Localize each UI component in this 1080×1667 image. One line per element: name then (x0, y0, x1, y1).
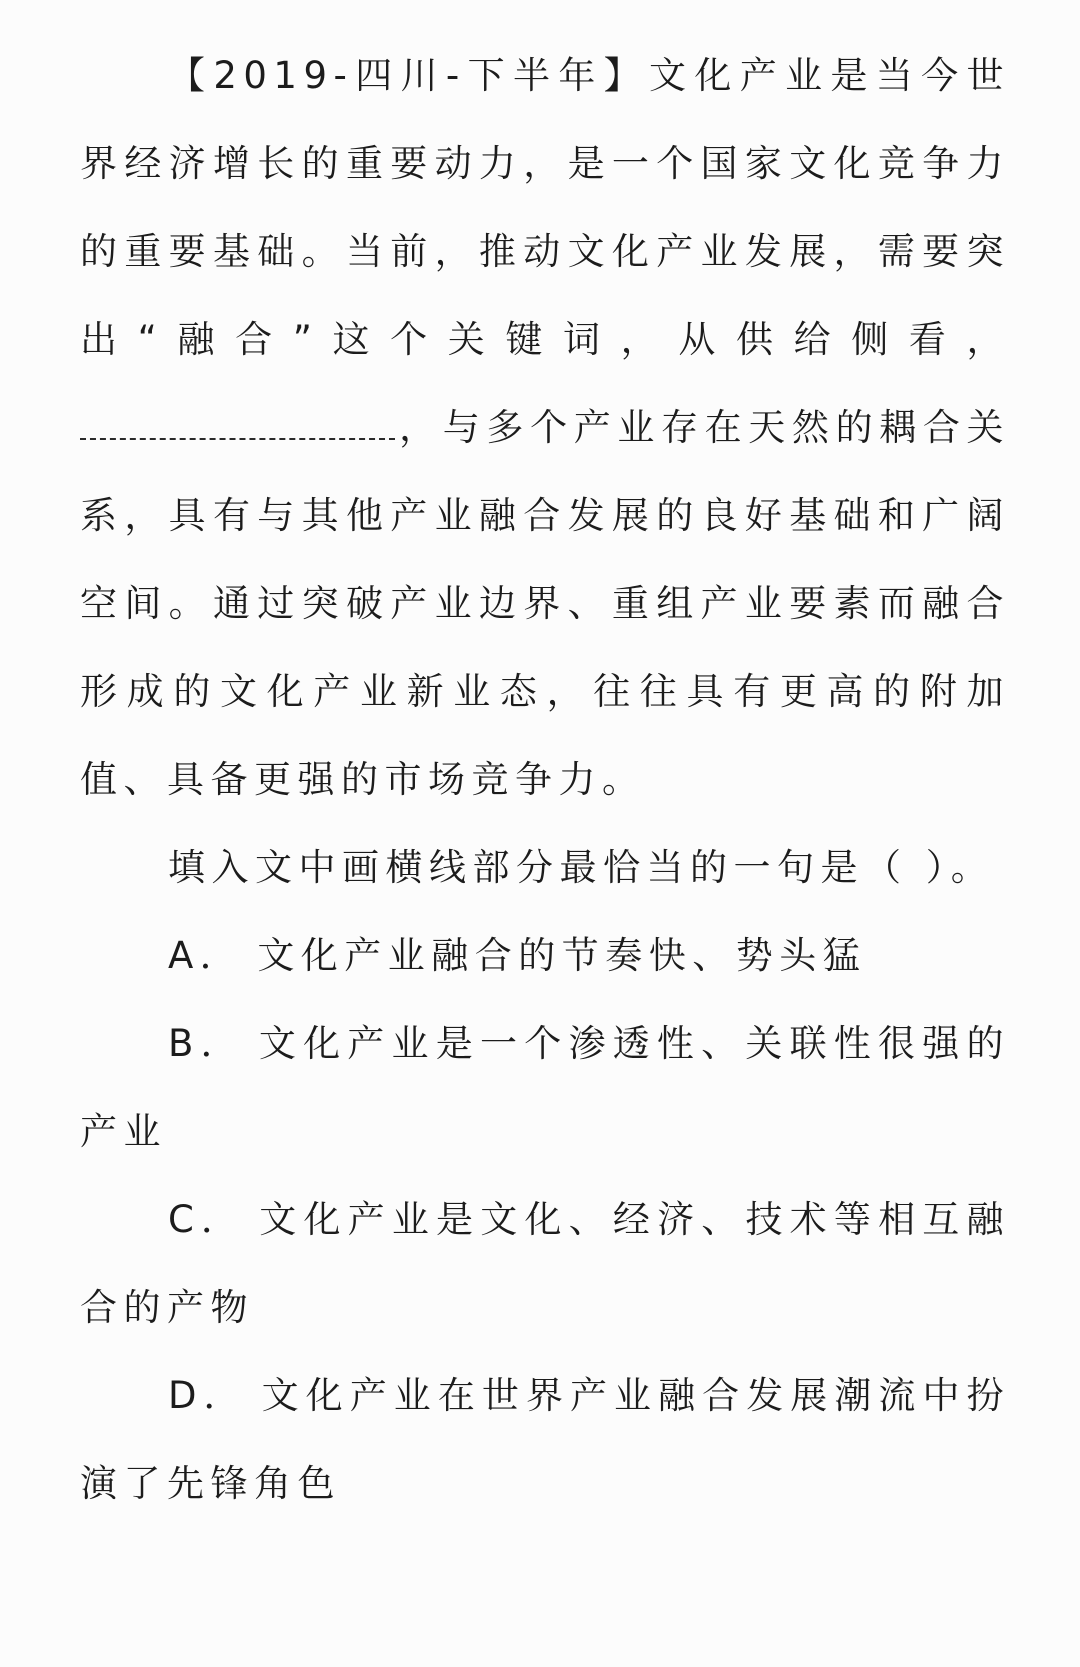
option-b-letter: B． (168, 1022, 245, 1065)
fill-in-blank-line (80, 410, 395, 440)
passage-text-after-blank: ，与多个产业存在天然的耦合关系，具有与其他产业融合发展的良好基础和广阔空间。通过突破产业边界、重组产业要素而融合形成的文化产业新业态，往往具有更高的附加值、具备更强的市场竞争力。 (80, 406, 1010, 801)
option-d-text: 文化产业在世界产业融合发展潮流中扮演了先锋角色 (80, 1374, 1010, 1505)
option-d-letter: D． (168, 1374, 248, 1417)
option-c-letter: C． (168, 1198, 246, 1241)
option-c-text: 文化产业是文化、经济、技术等相互融合的产物 (80, 1198, 1010, 1329)
passage-paragraph (80, 32, 1010, 824)
option-a[interactable] (80, 912, 1010, 1000)
source-tag: 【2019-四川-下半年】 (168, 54, 650, 97)
option-d[interactable] (80, 1352, 1010, 1528)
question-prompt: 填入文中画横线部分最恰当的一句是（ ）。 (168, 846, 995, 889)
option-b[interactable] (80, 1000, 1010, 1176)
option-b-text: 文化产业是一个渗透性、关联性很强的产业 (80, 1022, 1010, 1153)
option-a-text: 文化产业融合的节奏快、势头猛 (257, 934, 867, 977)
question-content (80, 32, 1010, 1528)
option-a-letter: A． (168, 934, 244, 977)
passage-text-before-blank: 文化产业是当今世界经济增长的重要动力，是一个国家文化竞争力的重要基础。当前，推动文化产业发展，需要突出“融合”这个关键词，从供给侧看， (80, 54, 1010, 361)
option-c[interactable] (80, 1176, 1010, 1352)
